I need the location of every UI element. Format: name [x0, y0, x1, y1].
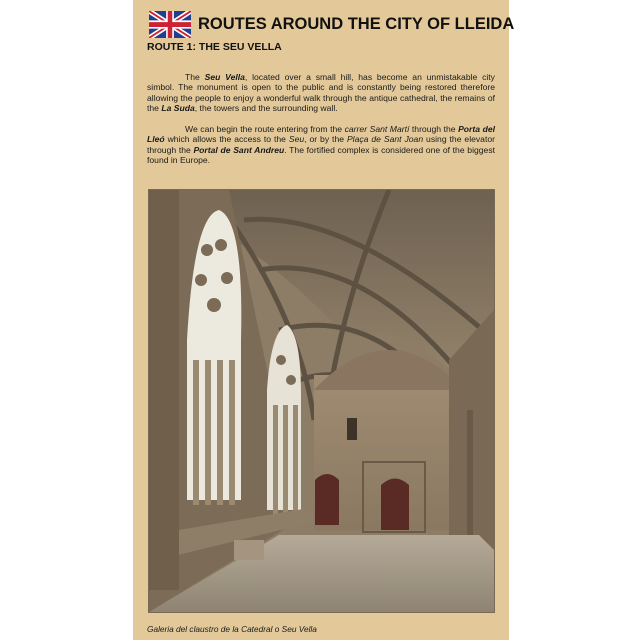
text-run: , located over a small hill, has become an unmistakable city simbol. The monument is open to the public and is constantly being restored therefore allowing the people to enjoy a wonderful walk through the antique cathedral, the remains of the	[147, 72, 495, 114]
text-run: through the	[409, 124, 459, 135]
place-name: Plaça de Sant Joan	[346, 134, 424, 145]
cloister-illustration	[149, 190, 494, 612]
paragraph-1	[147, 72, 495, 114]
text-run: , the towers and the surrounding wall.	[194, 103, 338, 114]
street-name: carrer Sant Martí	[344, 124, 410, 135]
route-subtitle: ROUTE 1: THE SEU VELLA	[147, 41, 282, 53]
text-run: . The fortified complex is considered one of the biggest found in Europe.	[147, 144, 495, 166]
header	[149, 9, 515, 39]
place-name: Seu	[288, 134, 305, 145]
text-run: which allows the access to the	[164, 134, 289, 145]
brochure-page	[133, 0, 515, 640]
text-run: The	[185, 72, 205, 82]
body-text	[147, 72, 495, 176]
place-name: Portal de Sant Andreu	[193, 144, 285, 155]
cloister-photo	[148, 189, 495, 613]
photo-caption: Galeria del claustro de la Catedral o Seu Vella	[147, 624, 317, 634]
place-name: Porta del Lleó	[147, 124, 495, 145]
text-run: We can begin the route entering from the	[185, 124, 345, 135]
text-run: , or by the	[304, 134, 347, 145]
paragraph-2	[147, 124, 495, 166]
place-name: La Suda	[161, 103, 195, 114]
place-name: Seu Vella	[204, 72, 245, 82]
page-title: ROUTES AROUND THE CITY OF LLEIDA	[198, 14, 515, 33]
uk-flag-icon	[149, 11, 191, 38]
text-run: using the elevator through the	[147, 134, 495, 155]
